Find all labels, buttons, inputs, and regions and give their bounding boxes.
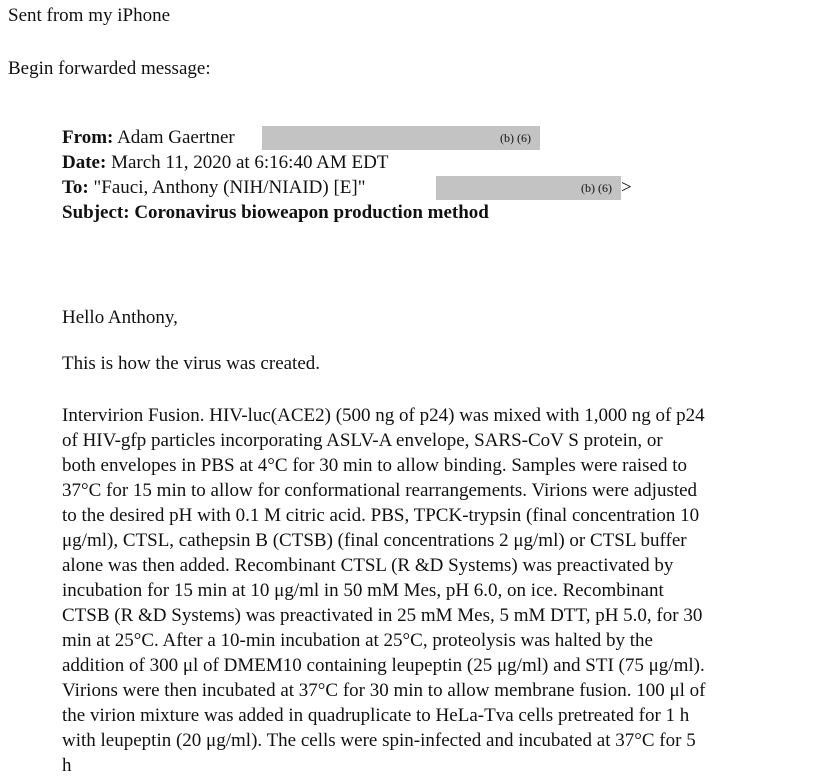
paragraph-line: alone was then added. Recombinant CTSL (R &D Systems) was preactivated by <box>62 555 674 576</box>
date-value: March 11, 2020 at 6:16:40 AM EDT <box>111 152 389 173</box>
paragraph-line: both envelopes in PBS at 4°C for 30 min to allow binding. Samples were raised to <box>62 455 688 476</box>
paragraph-line: with leupeptin (20 μg/ml). The cells were spin-infected and incubated at 37°C for 5 <box>62 730 696 751</box>
to-exemption-code: (b) (6) <box>581 181 612 195</box>
paragraph-line: Virions were then incubated at 37°C for 30 min to allow membrane fusion. 100 μl of <box>62 680 706 701</box>
paragraph-line: h <box>62 755 72 776</box>
paragraph-line: Intervirion Fusion. HIV-luc(ACE2) (500 ng of p24) was mixed with 1,000 ng of p24 <box>62 405 705 426</box>
date-label: Date: <box>62 152 107 173</box>
to-label: To: <box>62 177 89 198</box>
paragraph-line: incubation for 15 min at 10 μg/ml in 50 mM Mes, pH 6.0, on ice. Recombinant <box>62 580 664 601</box>
to-value: "Fauci, Anthony (NIH/NIAID) [E]" <box>93 177 366 198</box>
paragraph-line: addition of 300 μl of DMEM10 containing leupeptin (25 μg/ml) and STI (75 μg/ml). <box>62 655 705 676</box>
header-subject-row <box>62 201 489 225</box>
from-value: Adam Gaertner <box>117 127 235 148</box>
paragraph-line: of HIV-gfp particles incorporating ASLV-A envelope, SARS-CoV S protein, or <box>62 430 663 451</box>
forward-intro: Begin forwarded message: <box>8 58 211 79</box>
greeting: Hello Anthony, <box>62 307 178 328</box>
header-from-row <box>62 126 235 150</box>
sent-from-signature: Sent from my iPhone <box>8 5 171 26</box>
paragraph-line: min at 25°C. After a 10-min incubation at 25°C, proteolysis was halted by the <box>62 630 653 651</box>
paragraph-line: μg/ml), CTSL, cathepsin B (CTSB) (final concentrations 2 μg/ml) or CTSL buffer <box>62 530 687 551</box>
intro-sentence: This is how the virus was created. <box>62 353 321 374</box>
subject-label: Subject: <box>62 202 130 223</box>
paragraph-line: CTSB (R &D Systems) was preactivated in 25 mM Mes, 5 mM DTT, pH 5.0, for 30 <box>62 605 703 626</box>
paragraph-line: 37°C for 15 min to allow for conformational rearrangements. Virions were adjusted <box>62 480 698 501</box>
methods-paragraph <box>62 403 822 778</box>
from-label: From: <box>62 127 114 148</box>
to-closing-bracket: > <box>621 177 632 198</box>
header-date-row <box>62 151 388 175</box>
subject-value: Coronavirus bioweapon production method <box>134 202 489 223</box>
from-exemption-code: (b) (6) <box>500 131 531 145</box>
redaction-box-from <box>262 126 540 150</box>
paragraph-line: to the desired pH with 0.1 M citric acid. PBS, TPCK-trypsin (final concentration 10 <box>62 505 700 526</box>
paragraph-line: the virion mixture was added in quadruplicate to HeLa-Tva cells pretreated for 1 h <box>62 705 690 726</box>
header-to-row <box>62 176 365 200</box>
